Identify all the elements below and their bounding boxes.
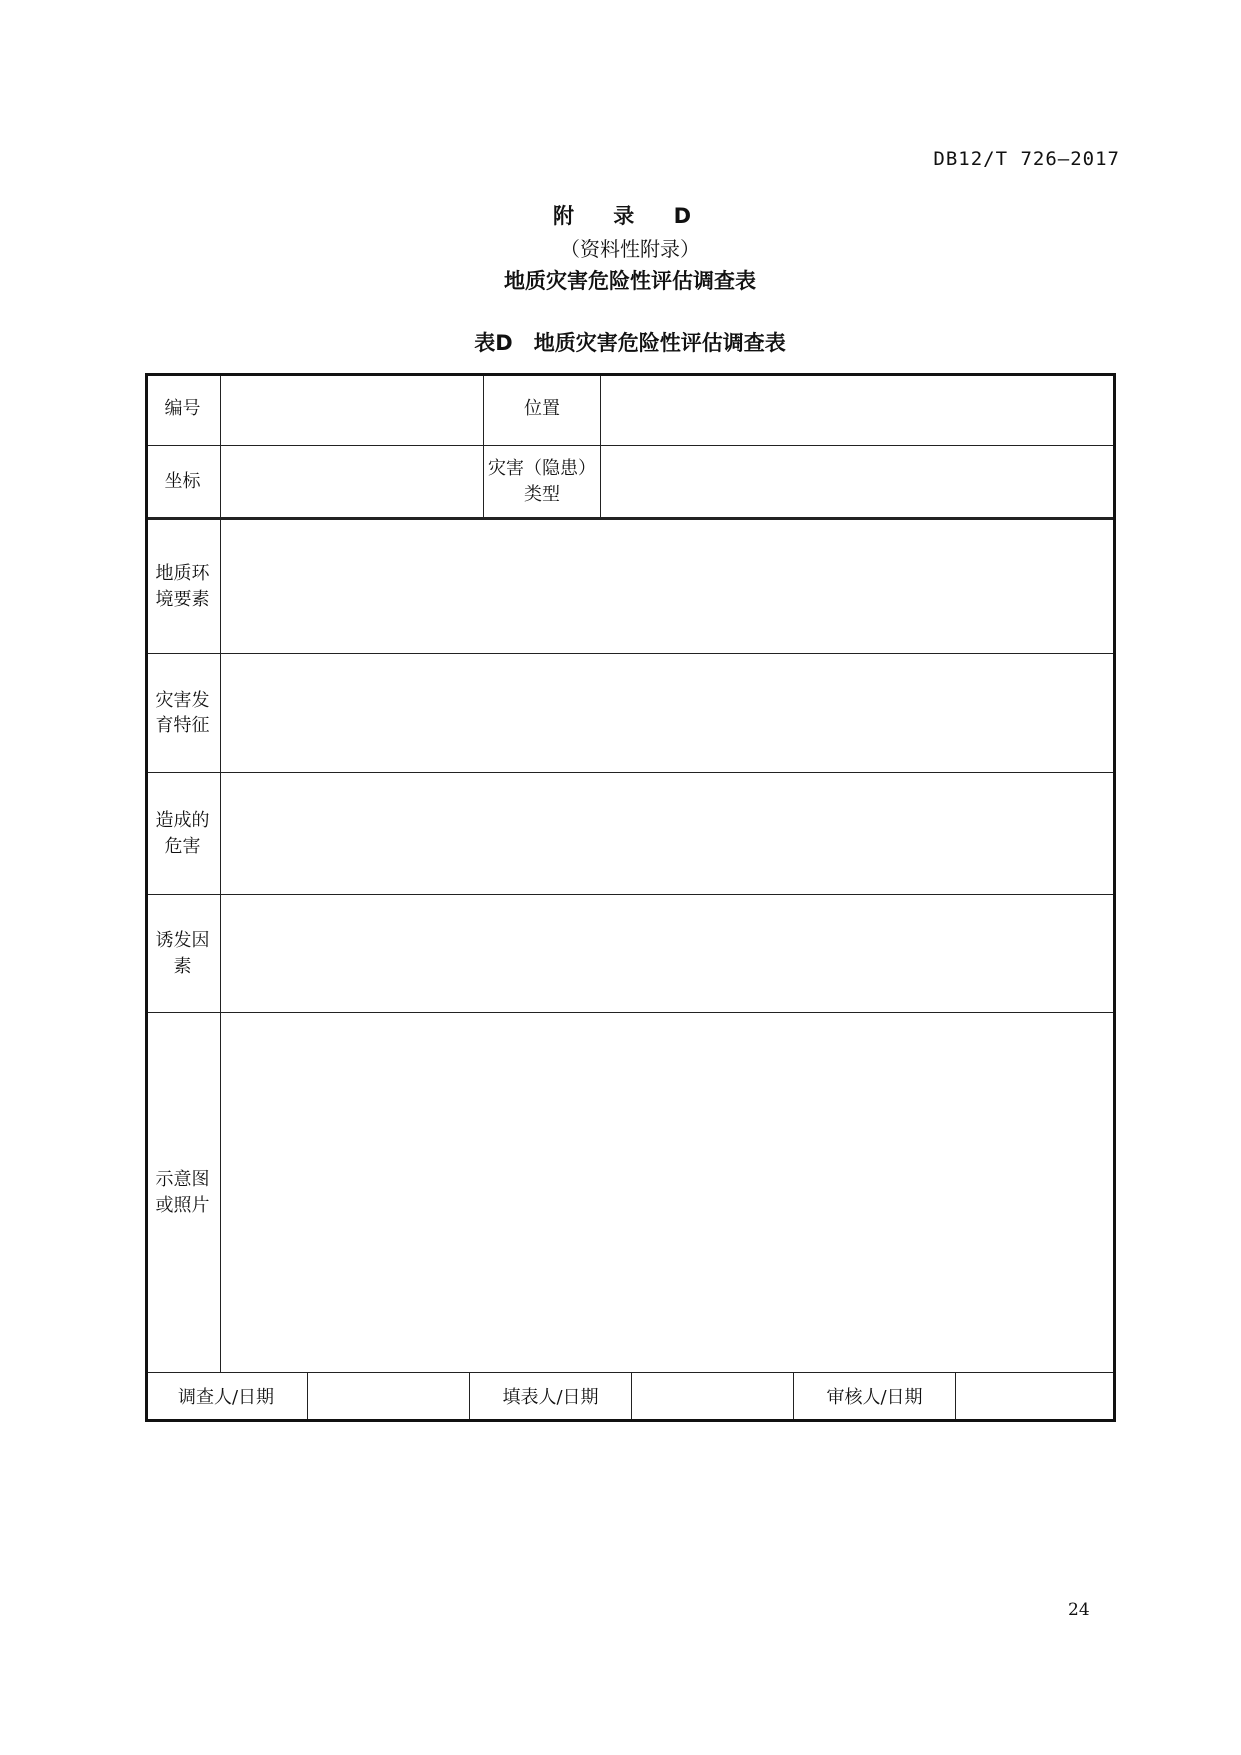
sketch-or-photo-field[interactable] [221, 1013, 1116, 1372]
reviewer-date-field[interactable] [956, 1373, 1116, 1422]
label-damage-caused [145, 773, 220, 894]
geo-environment-field[interactable] [221, 520, 1116, 653]
label-triggering-factors [145, 895, 220, 1012]
label-geo-environment-line1: 地质环 [155, 563, 210, 585]
appendix-type: （资料性附录） [560, 237, 700, 261]
serial-number-field[interactable] [221, 373, 483, 445]
appendix-title: 附 录 D [552, 204, 708, 228]
label-reviewer-date: 审核人/日期 [826, 1386, 923, 1408]
hazard-type-field[interactable] [601, 446, 1116, 517]
label-hazard-characteristics-line1: 灾害发 [155, 689, 210, 711]
label-hazard-characteristics [145, 654, 220, 772]
coordinates-field[interactable] [221, 446, 483, 517]
label-hazard-type-line1: 灾害（隐患） [488, 458, 596, 480]
table-caption: 表D 地质灾害危险性评估调查表 [474, 331, 786, 355]
label-geo-environment [145, 520, 220, 653]
location-field[interactable] [601, 373, 1116, 445]
label-damage-caused-line2: 危害 [164, 835, 201, 857]
label-filler-date: 填表人/日期 [502, 1386, 599, 1408]
label-hazard-type [484, 446, 600, 517]
triggering-factors-field[interactable] [221, 895, 1116, 1012]
label-investigator-date: 调查人/日期 [177, 1386, 275, 1408]
label-location: 位置 [524, 398, 560, 420]
hazard-characteristics-field[interactable] [221, 654, 1116, 772]
damage-caused-field[interactable] [221, 773, 1116, 894]
investigator-date-field[interactable] [308, 1373, 469, 1422]
label-sketch-or-photo-line1: 示意图 [155, 1169, 210, 1191]
label-sketch-or-photo-line2: 或照片 [155, 1194, 210, 1216]
filler-date-field[interactable] [632, 1373, 793, 1422]
label-serial-number: 编号 [164, 398, 201, 420]
document-code: DB12/T 726—2017 [933, 148, 1120, 170]
page-number: 24 [1068, 1600, 1090, 1620]
label-hazard-type-line2: 类型 [524, 483, 560, 505]
label-sketch-or-photo [145, 1013, 220, 1372]
survey-table [145, 373, 1116, 1422]
label-geo-environment-line2: 境要素 [155, 588, 210, 610]
label-hazard-characteristics-line2: 育特征 [155, 715, 210, 736]
label-damage-caused-line1: 造成的 [155, 810, 210, 832]
label-triggering-factors-line2: 素 [173, 955, 192, 977]
appendix-name: 地质灾害危险性评估调查表 [504, 269, 756, 293]
label-triggering-factors-line1: 诱发因 [155, 930, 210, 952]
label-coordinates: 坐标 [164, 470, 201, 492]
